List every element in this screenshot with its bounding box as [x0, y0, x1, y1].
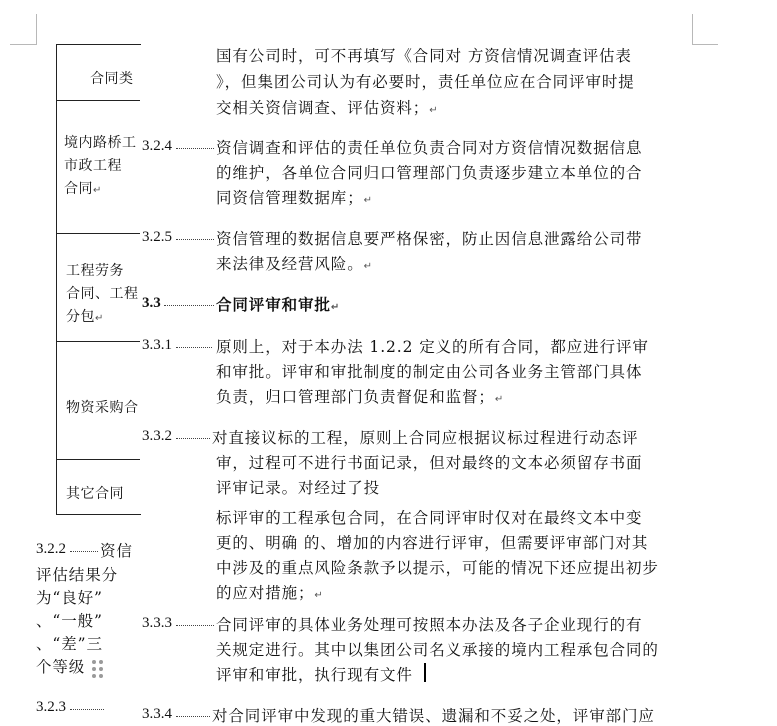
- section-number: 3.2.2: [36, 541, 66, 557]
- section-number: 3.3.2: [142, 428, 172, 444]
- text-line: 的维护，各单位合同归口管理部门负责逐步建立本单位的合: [216, 164, 643, 182]
- section-number: 3.2.3: [36, 699, 66, 715]
- tab-leader: [164, 305, 214, 306]
- tab-leader: [176, 625, 214, 626]
- text-line: 对合同评审中发现的重大错误、遗漏和不妥之处，评审部门应: [212, 707, 655, 725]
- table-row-divider: [56, 100, 140, 101]
- section-number: 3.3.4: [142, 706, 172, 722]
- text-line: 资信: [100, 542, 133, 560]
- table-cell: 分包↵: [66, 309, 104, 325]
- section-number: 3.3.1: [142, 337, 172, 353]
- text-line: 评估结果分: [36, 566, 119, 584]
- text-line: 国有公司时，可不再填写《合同对 方资信情况调查评估表: [216, 47, 632, 65]
- text-line: 和审批。评审和审批制度的制定由公司各业务主管部门具体: [216, 363, 643, 381]
- crop-mark-top-right-v: [692, 14, 693, 45]
- text-line: 资信调查和评估的责任单位负责合同对方资信情况数据信息: [216, 139, 643, 157]
- section-number: 3.2.4: [142, 138, 172, 154]
- text-line: 标评审的工程承包合同，在合同评审时仅对在最终文本中变: [216, 509, 643, 527]
- text-line: 负责，归口管理部门负责督促和监督；↵: [216, 388, 505, 406]
- text-line: 资信管理的数据信息要严格保密，防止因信息泄露给公司带: [216, 230, 643, 248]
- table-cell: 其它合同: [66, 486, 124, 502]
- tab-leader: [70, 551, 98, 552]
- text-line: 来法律及经营风险。↵: [216, 255, 373, 273]
- tab-leader: [176, 347, 212, 348]
- text-line: 审，过程可不进行书面记录，但对最终的文本必须留存书面: [216, 454, 643, 472]
- text-line: 原则上，对于本办法 1.2.2 定义的所有合同，都应进行评审: [216, 338, 649, 356]
- textbox-move-handle[interactable]: [92, 660, 106, 682]
- section-number: 3.3.3: [142, 615, 172, 631]
- tab-leader: [176, 148, 214, 149]
- section-heading-title: 合同评审和审批↵: [216, 295, 341, 314]
- text-line: 评审和审批，执行现有文件: [216, 666, 413, 684]
- text-line: 同资信管理数据库；↵: [216, 189, 373, 207]
- table-cell: 市政工程: [64, 158, 122, 174]
- table-cell: 合同类: [90, 71, 134, 87]
- text-line: 对直接议标的工程，原则上合同应根据议标过程进行动态评: [212, 429, 639, 447]
- table-cell: 工程劳务: [66, 263, 124, 279]
- crop-mark-top-right-h: [692, 44, 718, 45]
- table-row-divider: [56, 341, 140, 342]
- table-row-divider: [56, 459, 140, 460]
- tab-leader: [70, 709, 104, 710]
- text-line: 关规定进行。其中以集团公司名义承接的境内工程承包合同的: [216, 641, 659, 659]
- tab-leader: [176, 438, 210, 439]
- table-cell: 合同↵: [64, 181, 102, 197]
- text-line: 合同评审的具体业务处理可按照本办法及各子企业现行的有: [216, 616, 643, 634]
- text-line: 交相关资信调查、评估资料；↵: [216, 99, 439, 117]
- table-cell: 境内路桥工: [64, 135, 137, 151]
- table-cell: 物资采购合: [66, 400, 139, 416]
- text-line: 更的、明确 的、增加的内容进行评审，但需要评审部门对其: [216, 534, 649, 552]
- text-line: 》，但集团公司认为有必要时，责任单位应在合同评审时提: [216, 73, 635, 91]
- tab-leader: [176, 239, 214, 240]
- table-row-divider: [56, 233, 140, 234]
- text-line: 、“一般”: [36, 612, 103, 630]
- text-line: 中涉及的重点风险条款予以提示，可能的情况下还应提出初步: [216, 559, 659, 577]
- text-cursor[interactable]: [424, 663, 426, 682]
- crop-mark-top-left-h: [10, 44, 36, 45]
- tab-leader: [176, 716, 210, 717]
- section-number: 3.2.5: [142, 229, 172, 245]
- crop-mark-top-left-v: [36, 14, 37, 45]
- section-heading-number: 3.3: [142, 295, 161, 311]
- text-line: 的应对措施；↵: [216, 584, 324, 602]
- text-line: 、“差”三: [36, 635, 103, 653]
- text-line: 评审记录。对经过了投: [216, 479, 381, 497]
- table-cell: 合同、工程: [66, 286, 139, 302]
- text-line: 为“良好”: [36, 589, 103, 607]
- text-line: 个等级: [36, 658, 86, 676]
